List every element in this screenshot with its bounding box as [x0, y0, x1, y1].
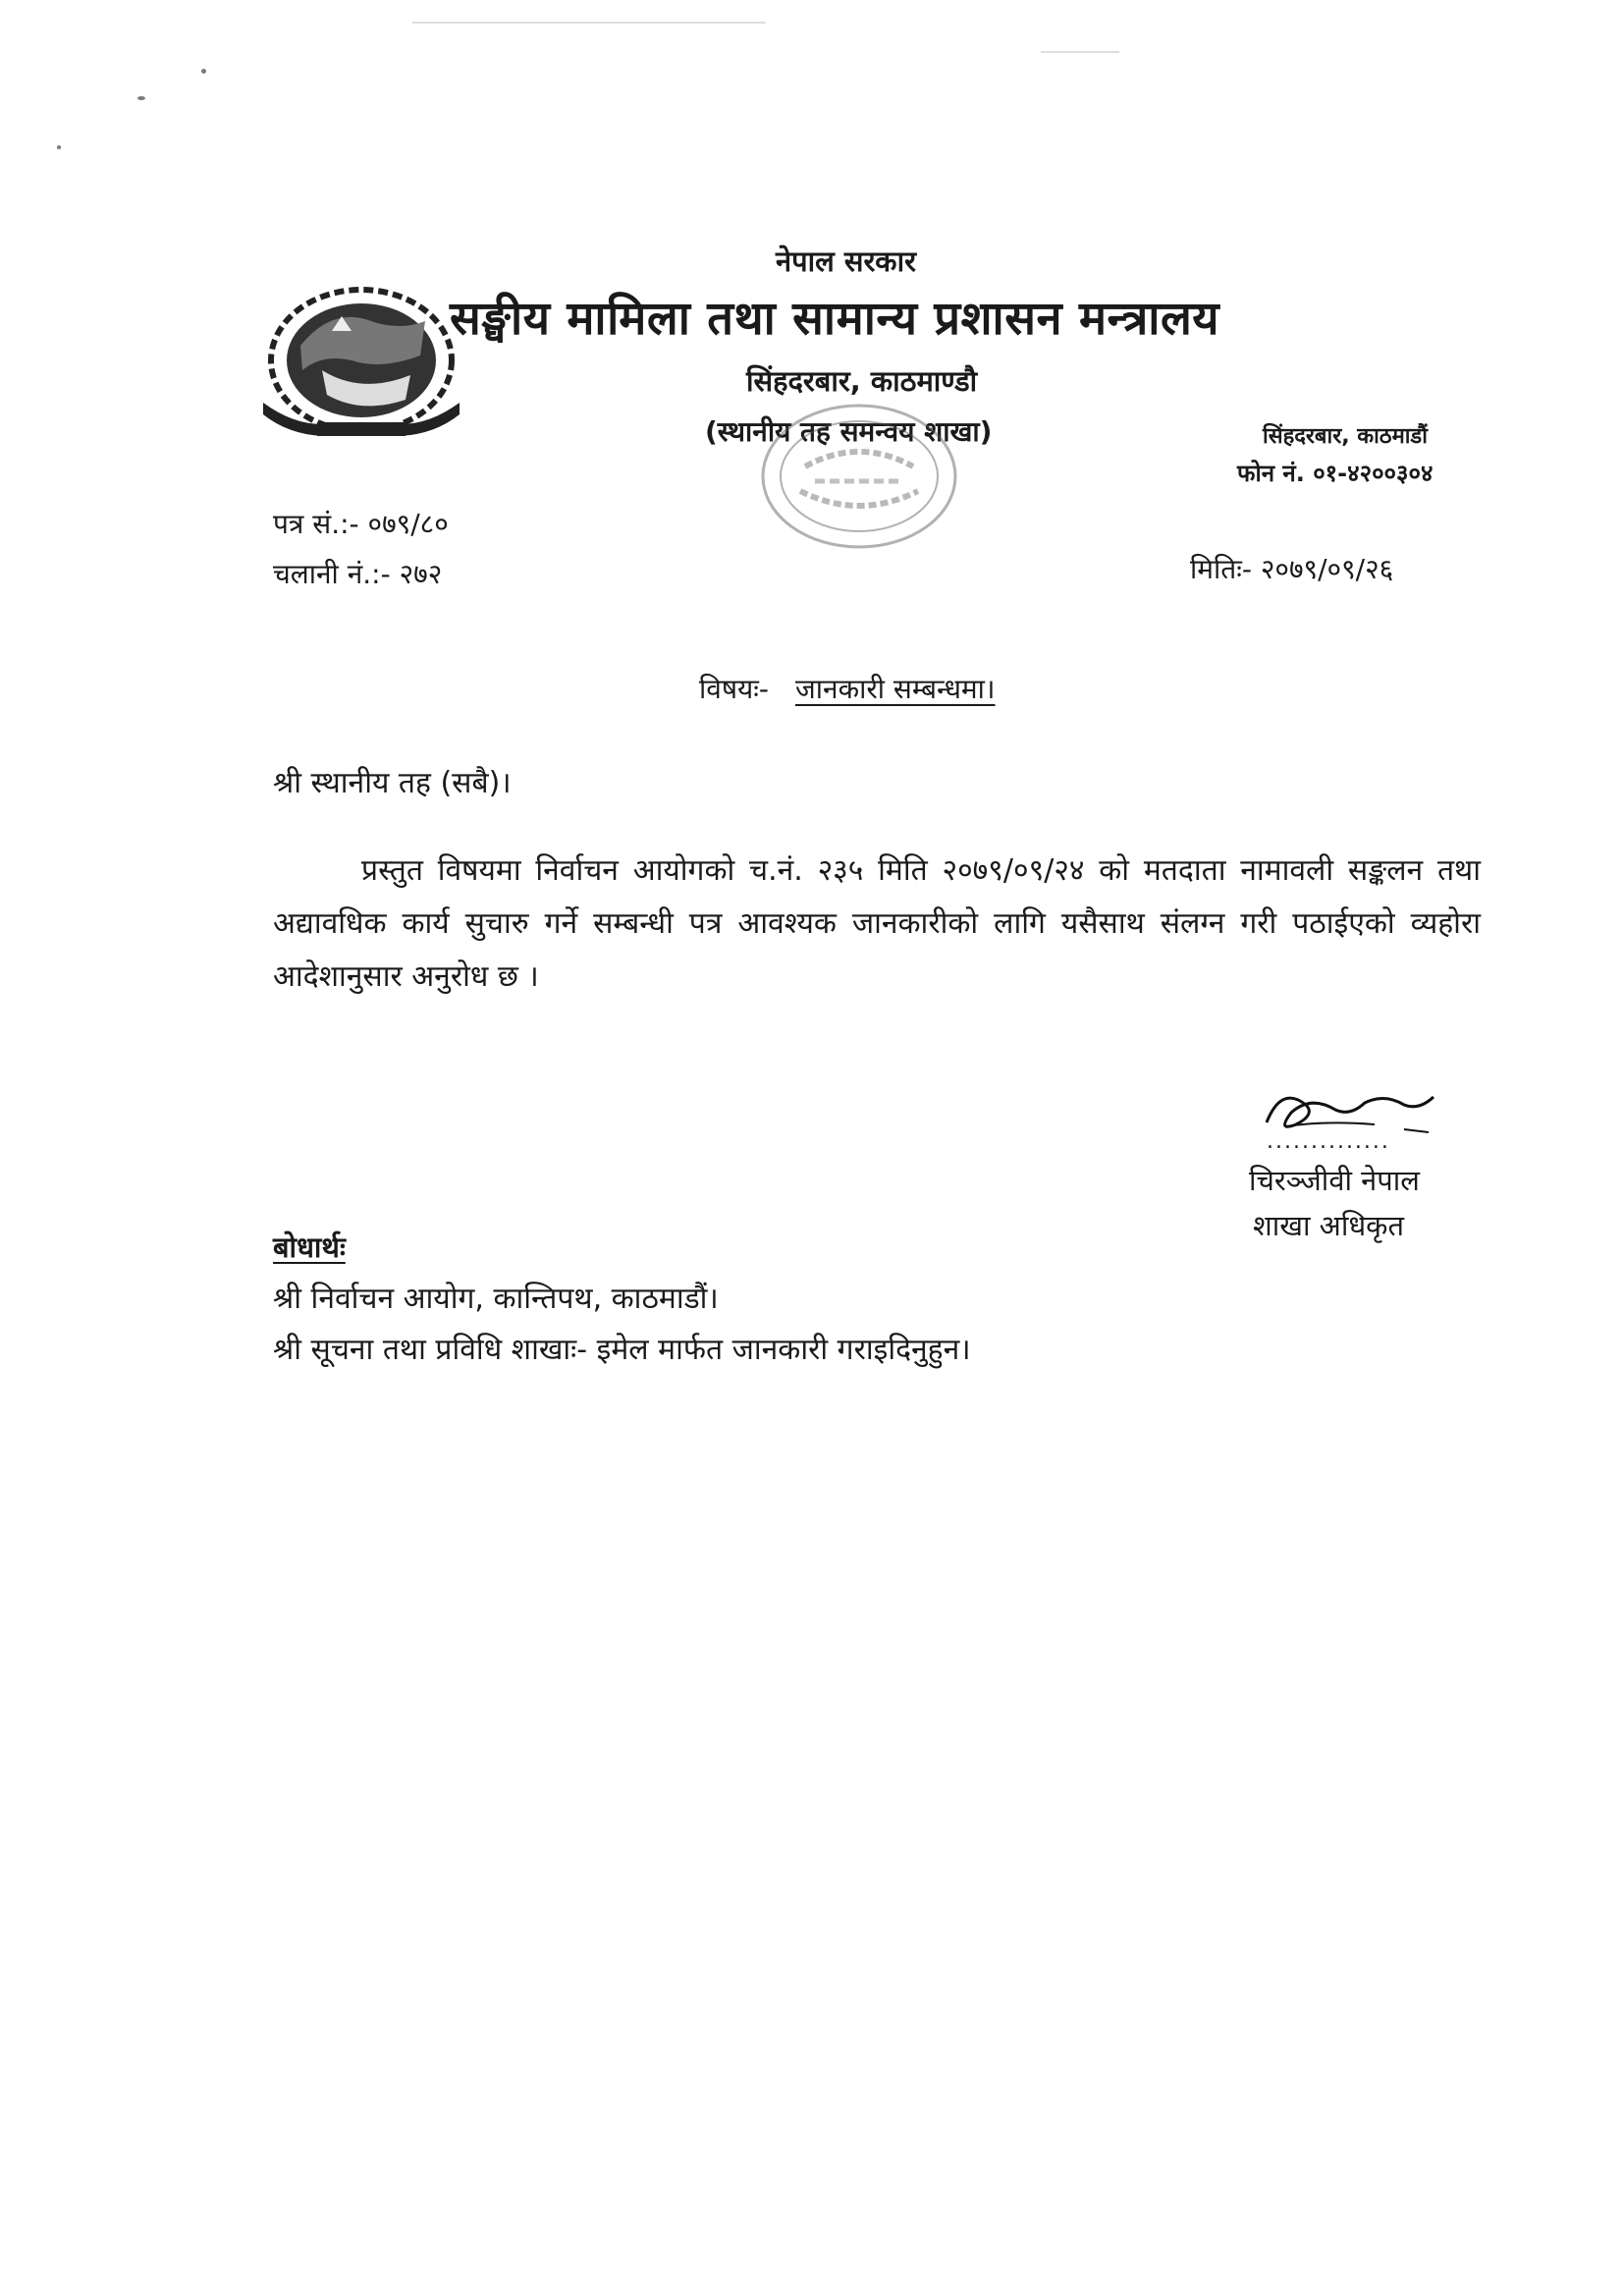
cc-item: श्री सूचना तथा प्रविधि शाखाः- इमेल मार्फत जानकारी गराइदिनुहुन।	[273, 1333, 971, 1367]
addressee: श्री स्थानीय तह (सबै)।	[273, 766, 512, 800]
letter-date: मितिः- २०७९/०९/२६	[1190, 553, 1394, 585]
dispatch-number: चलानी नं.:- २७२	[273, 558, 443, 590]
signatory-name: चिरञ्जीवी नेपाल	[1249, 1164, 1420, 1197]
phone-number: फोन नं. ०१-४२००३०४	[1237, 460, 1434, 487]
subject-label: विषयः-	[699, 673, 770, 705]
subject-text: जानकारी सम्बन्धमा।	[795, 673, 996, 705]
signatory-title: शाखा अधिकृत	[1253, 1209, 1404, 1242]
letter-reference-number: पत्र सं.:- ०७९/८०	[273, 508, 449, 540]
nepal-emblem-icon	[263, 277, 460, 444]
scan-artifact	[201, 69, 206, 74]
ministry-name: सङ्घीय मामिला तथा सामान्य प्रशासन मन्त्रालय	[450, 292, 1220, 346]
office-stamp-icon	[756, 398, 962, 555]
scan-artifact	[137, 96, 145, 100]
scan-artifact	[412, 22, 766, 24]
scan-artifact	[57, 145, 61, 149]
ministry-address: सिंहदरबार, काठमाण्डौ	[746, 364, 978, 398]
signature-line: ..............	[1267, 1129, 1390, 1154]
government-name: नेपाल सरकार	[776, 245, 916, 278]
section-name: (स्थानीय तह समन्वय शाखा)	[705, 415, 993, 448]
cc-item: श्री निर्वाचन आयोग, कान्तिपथ, काठमाडौं।	[273, 1282, 719, 1316]
body-paragraph: प्रस्तुत विषयमा निर्वाचन आयोगको च.नं. २३५ मिति २०७९/०९/२४ को मतदाता नामावली सङ्कलन तथा अद्यावधिक कार्य सुचारु गर्ने सम्बन्धी पत्र आवश्यक जानकारीको लागि यसैसाथ संलग्न गरी पठाईएको व्यहोरा आदेशानुसार अनुरोध छ ।	[273, 853, 1481, 994]
cc-label: बोधार्थः	[273, 1230, 346, 1264]
scan-artifact	[1041, 51, 1119, 53]
side-address: सिंहदरबार, काठमाडौं	[1263, 424, 1428, 449]
